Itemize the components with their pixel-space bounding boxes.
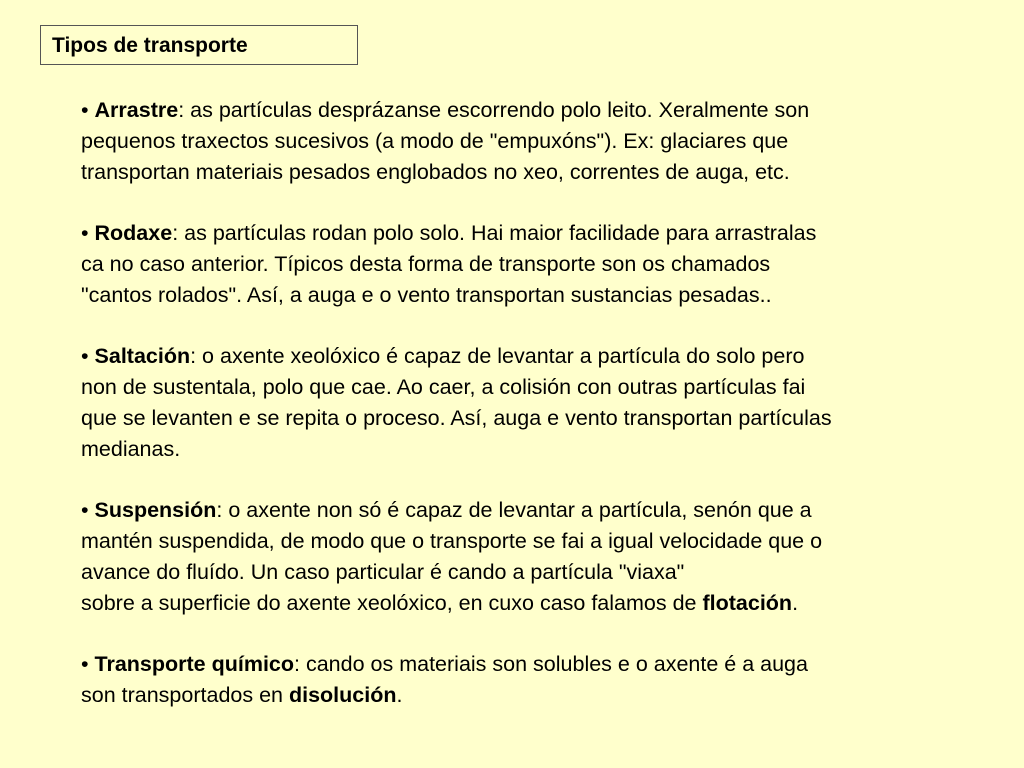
paragraph-text: sobre a superficie do axente xeolóxico, en cuxo caso falamos de xyxy=(81,590,703,615)
paragraph-line xyxy=(81,680,996,711)
paragraph-line xyxy=(81,588,996,619)
term-rodaxe: Rodaxe xyxy=(94,221,173,246)
page-title: Tipos de transporte xyxy=(52,34,248,57)
paragraph-line: mantén suspendida, de modo que o transporte se fai a igual velocidade que o xyxy=(81,529,823,554)
paragraph-line xyxy=(81,341,996,372)
content-body xyxy=(81,95,996,711)
bullet: • xyxy=(81,498,89,523)
paragraph-text: . xyxy=(396,683,403,708)
bullet: • xyxy=(81,344,89,369)
paragraph-line: pequenos traxectos sucesivos (a modo de "empuxóns"). Ex: glaciares que xyxy=(81,128,789,153)
paragraph-line: "cantos rolados". Así, a auga e o vento transportan sustancias pesadas.. xyxy=(81,282,772,307)
paragraph-text: . xyxy=(792,590,799,615)
paragraph-text: : as partículas desprázanse escorrendo polo leito. Xeralmente son xyxy=(178,98,810,122)
paragraph-line xyxy=(81,95,996,126)
paragraph-saltacion xyxy=(81,341,996,464)
paragraph-line xyxy=(81,649,996,680)
paragraph-text: : o axente xeolóxico é capaz de levantar a partícula do solo pero xyxy=(190,344,805,369)
bullet: • xyxy=(81,98,89,122)
paragraph-line: que se levanten e se repita o proceso. Así, auga e vento transportan partículas xyxy=(81,405,832,430)
paragraph-line xyxy=(81,218,996,249)
paragraph-line: non de sustentala, polo que cae. Ao caer, a colisión con outras partículas fai xyxy=(81,375,806,400)
paragraph-line: transportan materiais pesados englobados no xeo, correntes de auga, etc. xyxy=(81,159,790,184)
paragraph-suspension xyxy=(81,495,996,618)
term-suspension: Suspensión xyxy=(94,498,217,523)
paragraph-text: son transportados en xyxy=(81,683,289,708)
title-box xyxy=(40,25,358,65)
term-saltacion: Saltación xyxy=(94,344,191,369)
paragraph-text: : o axente non só é capaz de levantar a partícula, senón que a xyxy=(216,498,812,523)
term-arrastre: Arrastre xyxy=(94,98,179,122)
paragraph-arrastre xyxy=(81,95,996,187)
bullet: • xyxy=(81,652,89,677)
term-disolucion: disolución xyxy=(288,683,397,708)
paragraph-line: avance do fluído. Un caso particular é cando a partícula "viaxa" xyxy=(81,559,685,584)
paragraph-transporte-quimico xyxy=(81,649,996,711)
paragraph-rodaxe xyxy=(81,218,996,310)
term-transporte-quimico: Transporte químico xyxy=(94,652,295,677)
paragraph-text: : cando os materiais son solubles e o axente é a auga xyxy=(294,652,808,677)
paragraph-line: ca no caso anterior. Típicos desta forma de transporte son os chamados xyxy=(81,251,771,276)
term-flotacion: flotación xyxy=(702,590,793,615)
paragraph-text: : as partículas rodan polo solo. Hai maior facilidade para arrastralas xyxy=(172,221,817,246)
paragraph-line xyxy=(81,495,996,526)
paragraph-line: medianas. xyxy=(81,436,181,461)
bullet: • xyxy=(81,221,89,246)
